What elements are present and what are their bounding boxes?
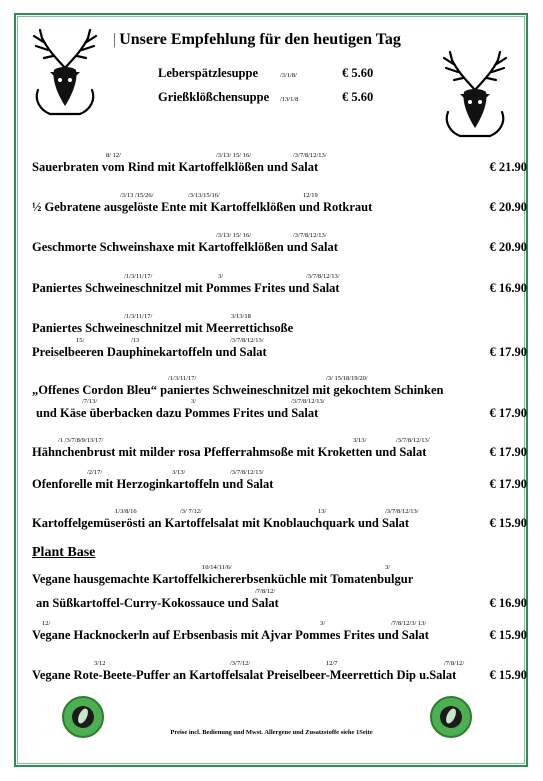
- dish-price: € 15.90: [489, 516, 527, 530]
- allergen-codes: /1/3/11/17/: [124, 313, 153, 320]
- allergen-codes: /3/7/8/12/13/: [230, 337, 264, 344]
- allergen-codes: /7/8/12/: [444, 660, 465, 667]
- allergen-codes: 10/14/11/6/: [202, 564, 232, 571]
- section-heading-plant-base: Plant Base: [32, 545, 96, 560]
- allergen-codes: /3/ 7/12/: [180, 508, 202, 515]
- dish-name: Paniertes Schweineschnitzel mit Pommes Frites und Salat: [32, 281, 340, 295]
- footer-note: Preise incl. Bedienung und Mwst. Allergene und Zusatzstoffe siehe 1Seite: [170, 729, 373, 736]
- allergen-codes: 3/: [191, 398, 197, 405]
- page-title: | Unsere Empfehlung für den heutigen Tag: [113, 31, 401, 48]
- dish-price: € 17.90: [489, 406, 527, 420]
- allergen-codes: /3/ 15/18/19/20/: [326, 375, 368, 382]
- dish-price: € 16.90: [489, 596, 527, 610]
- dish-name: Paniertes Schweineschnitzel mit Meerrettichsoße: [32, 321, 294, 335]
- dish-name: Vegane Rote-Beete-Puffer an Kartoffelsalat Preiselbeer-Meerrettich Dip u.Salat: [32, 668, 457, 682]
- allergen-codes: 12/19: [303, 192, 318, 199]
- dish-name: „Offenes Cordon Bleu“ paniertes Schweineschnitzel mit gekochtem Schinken: [32, 383, 444, 397]
- dish-name: Vegane Hacknockerln auf Erbsenbasis mit Ajvar Pommes Frites und Salat: [32, 628, 429, 642]
- allergen-codes: /3/13/15/16/: [188, 192, 220, 199]
- dish-name: Kartoffelgemüserösti an Kartoffelsalat mit Knoblauchquark und Salat: [32, 516, 410, 530]
- allergen-codes: /3/13 /15/26/: [120, 192, 154, 199]
- allergen-codes: 8/ 12/: [106, 152, 121, 159]
- deer-head-icon: [26, 28, 104, 118]
- allergen-codes: /13: [131, 337, 140, 344]
- deer-head-icon: [436, 50, 514, 140]
- dish-name: an Süßkartoffel-Curry-Kokossauce und Salat: [36, 596, 279, 610]
- allergen-codes: 13/: [318, 508, 327, 515]
- dish-name: Geschmorte Schweinshaxe mit Kartoffelklößen und Salat: [32, 240, 338, 254]
- dish-name: und Käse überbacken dazu Pommes Frites und Salat: [36, 406, 319, 420]
- allergen-codes: /13/1/8: [280, 96, 299, 103]
- allergen-codes: 3/13/: [172, 469, 186, 476]
- allergen-codes: 3/13/18: [231, 313, 251, 320]
- dish-name: Hähnchenbrust mit milder rosa Pfefferrahmsoße mit Kroketten und Salat: [32, 445, 427, 459]
- dish-name: ½ Gebratene ausgelöste Ente mit Kartoffelklößen und Rotkraut: [32, 200, 373, 214]
- dish-price: € 15.90: [489, 668, 527, 682]
- soup-price: € 5.60: [342, 90, 374, 104]
- allergen-codes: /3/7/12/: [230, 660, 251, 667]
- dish-price: € 20.90: [489, 200, 527, 214]
- allergen-codes: /3/7/8/12/13/: [385, 508, 419, 515]
- dish-price: € 17.90: [489, 445, 527, 459]
- allergen-codes: 12/: [42, 620, 51, 627]
- allergen-codes: 3/: [218, 273, 224, 280]
- allergen-codes: 3/12: [94, 660, 106, 667]
- dish-price: € 17.90: [489, 477, 527, 491]
- allergen-codes: /3/13/ 15/ 16/: [216, 232, 252, 239]
- dish-price: € 16.90: [489, 281, 527, 295]
- allergen-codes: /3/13/ 15/ 16/: [216, 152, 252, 159]
- soup-name: Leberspätzlesuppe: [158, 66, 258, 80]
- allergen-codes: 3/13/: [353, 437, 367, 444]
- allergen-codes: 12/7: [326, 660, 338, 667]
- dish-name: Vegane hausgemachte Kartoffelkichererbsenküchle mit Tomatenbulgur: [32, 572, 414, 586]
- allergen-codes: /2/17/: [87, 469, 103, 476]
- allergen-codes: 3/: [320, 620, 326, 627]
- dish-price: € 15.90: [489, 628, 527, 642]
- allergen-codes: /3/7/8/12/13/: [293, 152, 327, 159]
- soup-name: Grießklößchensuppe: [158, 90, 270, 104]
- allergen-codes: /7/8/12/3/ 13/: [391, 620, 427, 627]
- allergen-codes: /7/8/12/: [255, 588, 276, 595]
- soup-price: € 5.60: [342, 66, 374, 80]
- dish-name: Preiselbeeren Dauphinekartoffeln und Salat: [32, 345, 267, 359]
- dish-price: € 17.90: [489, 345, 527, 359]
- allergen-codes: 15/: [76, 337, 85, 344]
- allergen-codes: /3/1/8/: [280, 72, 297, 79]
- allergen-codes: /3/7/8/12/13/: [396, 437, 430, 444]
- allergen-codes: /1/3/11/17/: [168, 375, 197, 382]
- allergen-codes: 1/3/8/16: [115, 508, 137, 515]
- allergen-codes: /7/13/: [82, 398, 98, 405]
- dish-name: Sauerbraten vom Rind mit Kartoffelklößen und Salat: [32, 160, 319, 174]
- dish-name: Ofenforelle mit Herzoginkartoffeln und Salat: [32, 477, 274, 491]
- dish-price: € 20.90: [489, 240, 527, 254]
- allergen-codes: /1/3/11/17/: [124, 273, 153, 280]
- allergen-codes: /3/7/8/12/13/: [230, 469, 264, 476]
- allergen-codes: /3/7/8/12/13/: [293, 232, 327, 239]
- allergen-codes: /3/7/8/12/13/: [306, 273, 340, 280]
- allergen-codes: /3/7/8/12/13/: [291, 398, 325, 405]
- dish-price: € 21.90: [489, 160, 527, 174]
- allergen-codes: /1 /3/7/8/9/13/17/: [58, 437, 104, 444]
- allergen-codes: 3/: [385, 564, 391, 571]
